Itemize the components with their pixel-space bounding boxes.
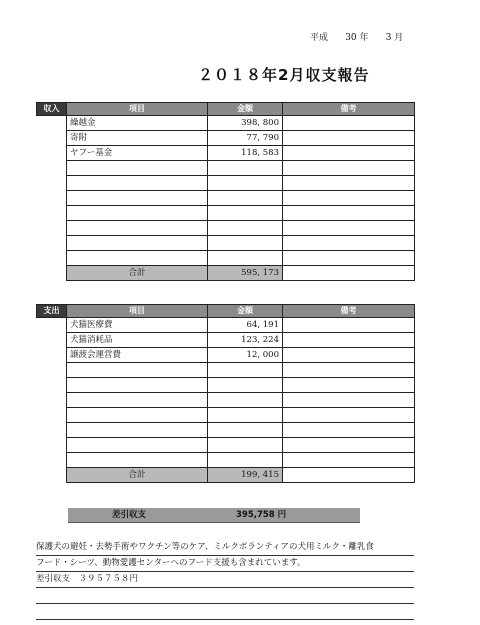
expense-amount <box>208 393 283 408</box>
expense-note <box>283 348 415 363</box>
income-amount <box>208 221 283 236</box>
expense-row <box>37 423 415 438</box>
income-amount <box>208 176 283 191</box>
income-row <box>37 206 415 221</box>
income-row <box>37 131 415 146</box>
income-total-amount: 595, 173 <box>208 266 283 281</box>
income-amount: 118, 583 <box>208 146 283 161</box>
date-month: 3 月 <box>385 33 404 43</box>
expense-amount <box>208 363 283 378</box>
income-amount: 398, 800 <box>208 116 283 131</box>
expense-row <box>37 453 415 468</box>
income-col-note: 備考 <box>283 103 415 116</box>
expense-item: 譲渡会運営費 <box>67 348 208 363</box>
income-item <box>67 206 208 221</box>
expense-col-amount: 金額 <box>208 305 283 318</box>
balance-label: 差引収支 <box>112 510 147 520</box>
income-row <box>37 176 415 191</box>
income-body <box>37 116 415 266</box>
income-amount: 77, 790 <box>208 131 283 146</box>
income-section <box>36 102 414 281</box>
expense-amount: 12, 000 <box>208 348 283 363</box>
income-amount <box>208 191 283 206</box>
income-col-item: 項目 <box>67 103 208 116</box>
expense-item <box>67 423 208 438</box>
expense-col-note: 備考 <box>283 305 415 318</box>
income-amount <box>208 161 283 176</box>
note-line: フード・シーツ、動物愛護センターへのフード支援も含まれています。 <box>36 556 414 572</box>
expense-note <box>283 333 415 348</box>
expense-amount: 123, 224 <box>208 333 283 348</box>
expense-item <box>67 378 208 393</box>
income-tag: 収入 <box>37 103 67 116</box>
expense-note <box>283 363 415 378</box>
income-row <box>37 161 415 176</box>
expense-header-row <box>37 305 415 318</box>
income-note <box>283 146 415 161</box>
expense-item <box>67 393 208 408</box>
expense-item: 犬猫消耗品 <box>67 333 208 348</box>
expense-total-label: 合計 <box>67 468 208 483</box>
expense-row <box>37 363 415 378</box>
income-note <box>283 116 415 131</box>
income-total-label: 合計 <box>67 266 208 281</box>
date-era: 平成 <box>310 33 329 43</box>
expense-row <box>37 318 415 333</box>
expense-amount: 64, 191 <box>208 318 283 333</box>
expense-item <box>67 408 208 423</box>
expense-row <box>37 378 415 393</box>
income-amount <box>208 206 283 221</box>
expense-tag: 支出 <box>37 305 67 318</box>
expense-col-item: 項目 <box>67 305 208 318</box>
expense-body <box>37 318 415 468</box>
notes-area <box>36 540 414 620</box>
income-item <box>67 191 208 206</box>
note-line: 保護犬の避妊・去勢手術やワクチン等のケア、ミルクボランティアの犬用ミルク・離乳食 <box>36 540 414 556</box>
income-note <box>283 161 415 176</box>
balance-value: 395,758 円 <box>236 510 287 520</box>
income-row <box>37 251 415 266</box>
expense-total-row <box>37 468 415 483</box>
income-header-row <box>37 103 415 116</box>
expense-row <box>37 393 415 408</box>
note-line <box>36 588 414 604</box>
income-amount <box>208 251 283 266</box>
income-row <box>37 236 415 251</box>
expense-row <box>37 348 415 363</box>
report-date <box>310 30 403 43</box>
income-note <box>283 206 415 221</box>
income-amount <box>208 236 283 251</box>
balance-bar <box>68 508 360 523</box>
income-item: 繰越金 <box>67 116 208 131</box>
expense-note <box>283 318 415 333</box>
expense-item <box>67 453 208 468</box>
income-item <box>67 176 208 191</box>
expense-item <box>67 438 208 453</box>
income-note <box>283 191 415 206</box>
income-item <box>67 236 208 251</box>
note-line: 差引収支 ３９５７５８円 <box>36 572 414 588</box>
income-note <box>283 131 415 146</box>
income-total-row <box>37 266 415 281</box>
income-table <box>36 102 415 281</box>
expense-note <box>283 453 415 468</box>
income-item: 寄附 <box>67 131 208 146</box>
expense-item <box>67 363 208 378</box>
income-row <box>37 146 415 161</box>
income-row <box>37 191 415 206</box>
income-row <box>37 221 415 236</box>
income-item <box>67 251 208 266</box>
income-total-note <box>283 266 415 281</box>
income-item <box>67 221 208 236</box>
expense-table <box>36 304 415 483</box>
expense-row <box>37 408 415 423</box>
income-row <box>37 116 415 131</box>
expense-note <box>283 423 415 438</box>
income-note <box>283 236 415 251</box>
expense-amount <box>208 453 283 468</box>
income-note <box>283 221 415 236</box>
expense-row <box>37 438 415 453</box>
expense-total-amount: 199, 415 <box>208 468 283 483</box>
expense-note <box>283 408 415 423</box>
income-item: ヤフー基金 <box>67 146 208 161</box>
date-year: 30 年 <box>345 33 369 43</box>
expense-item: 犬猫医療費 <box>67 318 208 333</box>
expense-section <box>36 304 414 483</box>
expense-note <box>283 438 415 453</box>
income-note <box>283 176 415 191</box>
expense-total-note <box>283 468 415 483</box>
income-col-amount: 金額 <box>208 103 283 116</box>
expense-amount <box>208 423 283 438</box>
expense-note <box>283 393 415 408</box>
expense-amount <box>208 378 283 393</box>
income-item <box>67 161 208 176</box>
expense-amount <box>208 438 283 453</box>
income-note <box>283 251 415 266</box>
page-title: ２０１８年2月収支報告 <box>198 66 370 84</box>
expense-amount <box>208 408 283 423</box>
expense-note <box>283 378 415 393</box>
expense-row <box>37 333 415 348</box>
note-line <box>36 604 414 620</box>
